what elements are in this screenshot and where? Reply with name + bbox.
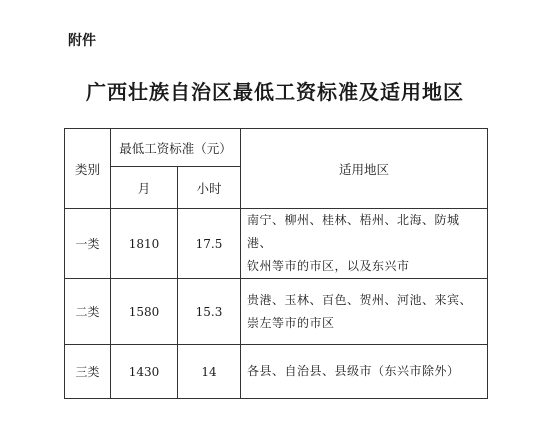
- area-cell: [241, 209, 488, 279]
- month-wage-cell: 1810: [111, 209, 178, 279]
- table-row: [65, 345, 488, 399]
- hour-wage-cell: 15.3: [178, 279, 241, 345]
- area-line: 各县、自治县、县级市（东兴市除外）: [247, 364, 460, 378]
- category-header: 类别: [65, 129, 111, 209]
- area-line: 钦州等市的市区，以及东兴市: [247, 259, 410, 273]
- month-wage-cell: 1430: [111, 345, 178, 399]
- area-line: 南宁、柳州、桂林、梧州、北海、防城港、: [247, 213, 460, 250]
- hour-wage-cell: 14: [178, 345, 241, 399]
- min-wage-header: 最低工资标准（元）: [111, 129, 241, 167]
- hour-wage-cell: 17.5: [178, 209, 241, 279]
- month-header: 月: [111, 167, 178, 209]
- area-cell: [241, 345, 488, 399]
- hour-header: 小时: [178, 167, 241, 209]
- table-row: [65, 209, 488, 279]
- wage-standard-table: [64, 128, 488, 399]
- area-line: 崇左等市的市区: [247, 315, 335, 330]
- area-cell: [241, 279, 488, 345]
- area-header: 适用地区: [241, 129, 488, 209]
- category-cell: 一类: [65, 209, 111, 279]
- table-header-row: [65, 129, 488, 167]
- month-wage-cell: 1580: [111, 279, 178, 345]
- category-cell: 三类: [65, 345, 111, 399]
- attachment-label: 附件: [68, 33, 96, 49]
- table-row: [65, 279, 488, 345]
- document-title: 广西壮族自治区最低工资标准及适用地区: [86, 80, 464, 104]
- area-line: 贵港、玉林、百色、贺州、河池、来宾、: [247, 292, 473, 307]
- category-cell: 二类: [65, 279, 111, 345]
